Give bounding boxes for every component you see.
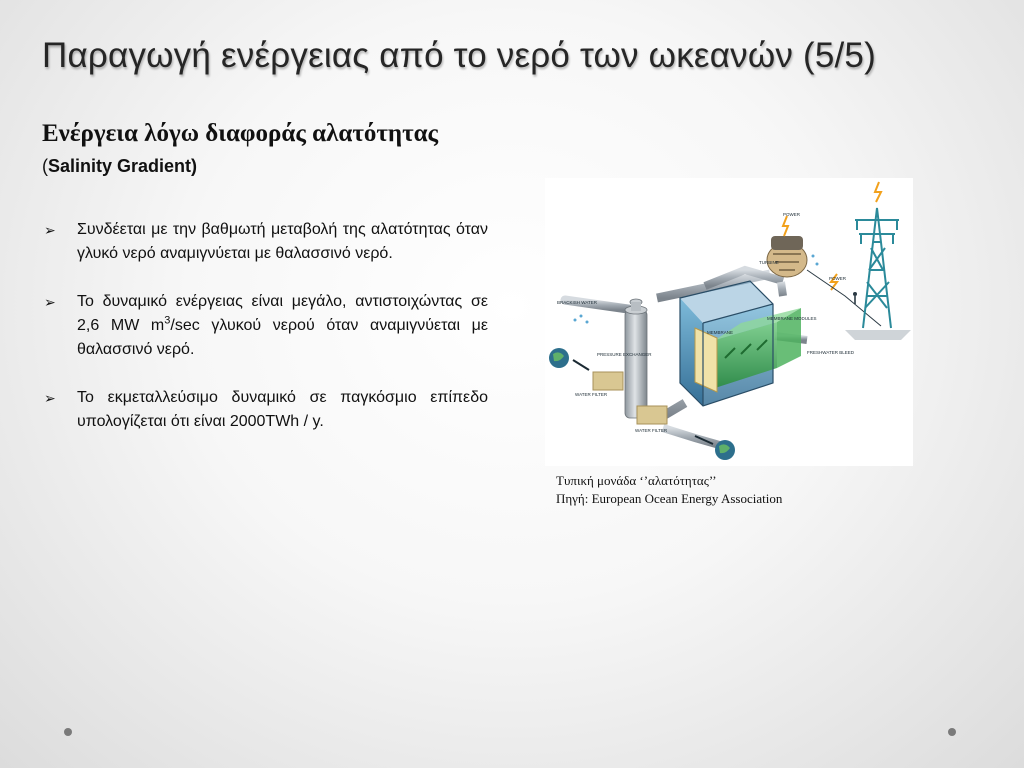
membrane-frame bbox=[695, 328, 717, 392]
person-icon bbox=[853, 292, 857, 296]
bullet-text-part: Το δυναμικό ενέργειας είναι μεγάλο, αντιστοιχώντας σε 2,6 MW m bbox=[77, 293, 488, 334]
section-subtitle: Ενέργεια λόγω διαφοράς αλατότητας bbox=[42, 120, 439, 147]
spray-dot bbox=[574, 319, 577, 322]
bullet-text: Το εκμεταλλεύσιμο δυναμικό σε παγκόσμιο επίπεδο υπολογίζεται ότι είναι 2000TWh / y. bbox=[77, 389, 488, 430]
bullet-text bbox=[77, 293, 488, 358]
spray-dot bbox=[812, 255, 815, 258]
label-water-filter-1: WATER FILTER bbox=[575, 392, 608, 397]
bullet-arrow-icon: ➢ bbox=[44, 222, 56, 238]
superscript: 3 bbox=[164, 314, 171, 327]
water-filter-upper bbox=[593, 372, 623, 390]
figure-caption bbox=[556, 472, 782, 508]
label-power-top: POWER bbox=[783, 212, 801, 217]
label-turbine: TURBINE bbox=[759, 260, 779, 265]
bullet-list bbox=[44, 218, 488, 458]
pressure-exchanger-column bbox=[625, 310, 647, 418]
inflow-arrow-left bbox=[573, 360, 589, 370]
spray-dot bbox=[580, 315, 583, 318]
label-membrane-modules: MEMBRANE MODULES bbox=[767, 316, 817, 321]
water-filter-lower bbox=[637, 406, 667, 424]
subtitle-open-paren: ( bbox=[42, 156, 48, 176]
column-neck bbox=[631, 302, 641, 311]
label-membrane: MEMBRANE bbox=[707, 330, 734, 335]
caption-source: Πηγή: European Ocean Energy Association bbox=[556, 491, 783, 506]
label-pressure-exchanger: PRESSURE EXCHANGER bbox=[597, 352, 652, 357]
decorative-dot-right bbox=[948, 728, 956, 736]
label-power-right: POWER bbox=[829, 276, 847, 281]
bullet-text-part: /sec γλυκού νερού όταν αναμιγνύεται με θαλασσινό νερό. bbox=[77, 317, 489, 358]
caption-title: Τυπική μονάδα ‘’αλατότητας’’ bbox=[556, 473, 717, 488]
pipe-turbine-down bbox=[781, 282, 783, 296]
bullet-item bbox=[44, 290, 488, 362]
bullet-arrow-icon: ➢ bbox=[44, 390, 56, 406]
label-brackish-water: BRACKISH WATER bbox=[557, 300, 598, 305]
diagram-svg bbox=[545, 178, 913, 466]
subtitle-english-text: Salinity Gradient) bbox=[48, 156, 198, 176]
slide-title: Παραγωγή ενέργειας από το νερό των ωκεανών (5/5) bbox=[42, 36, 876, 75]
bullet-text: Συνδέεται με την βαθμωτή μεταβολή της αλατότητας όταν γλυκό νερό αναμιγνύεται με θαλασσινό νερό. bbox=[77, 221, 488, 262]
spray-dot bbox=[586, 321, 589, 324]
lightning-icon bbox=[875, 182, 881, 202]
tower-base bbox=[845, 330, 911, 340]
spray-dot bbox=[816, 263, 819, 266]
label-freshwater-bleed: FRESHWATER BLEED bbox=[807, 350, 855, 355]
pipe-bottom-intake bbox=[663, 428, 723, 446]
lightning-icon bbox=[783, 216, 788, 236]
bullet-item bbox=[44, 386, 488, 434]
decorative-dot-left bbox=[64, 728, 72, 736]
bullet-item bbox=[44, 218, 488, 266]
salinity-plant-diagram bbox=[545, 178, 913, 466]
section-subtitle-english bbox=[42, 156, 197, 177]
turbine-housing bbox=[771, 236, 803, 250]
label-water-filter-2: WATER FILTER bbox=[635, 428, 668, 433]
bullet-arrow-icon: ➢ bbox=[44, 294, 56, 310]
